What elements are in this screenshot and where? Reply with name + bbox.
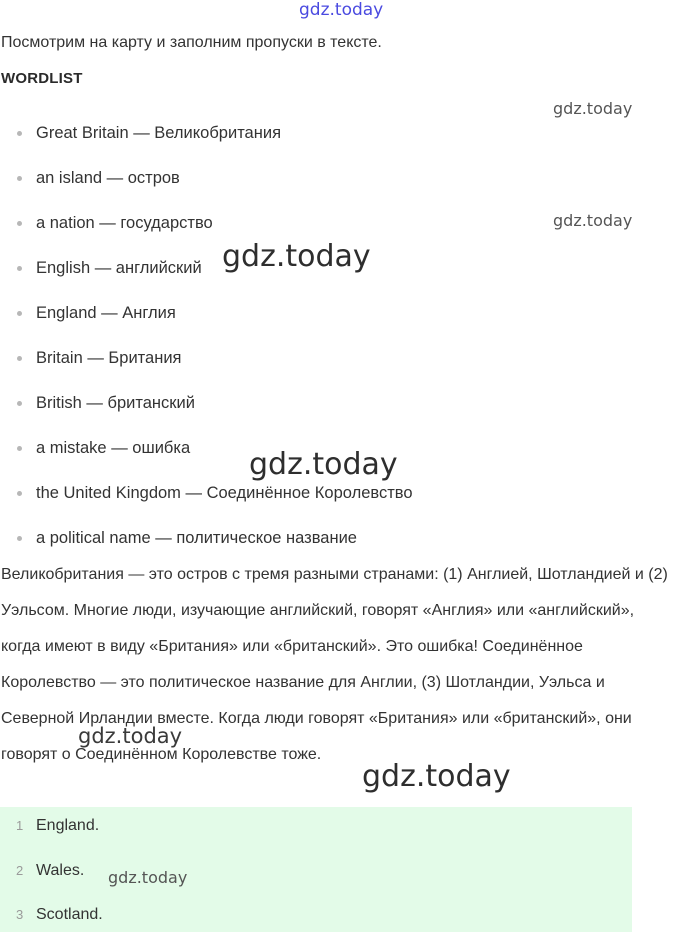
- bullet-icon: [17, 221, 22, 226]
- bullet-icon: [17, 131, 22, 136]
- bullet-icon: [17, 401, 22, 406]
- bullet-icon: [17, 446, 22, 451]
- watermark: gdz.today: [108, 868, 188, 887]
- watermark: gdz.today: [78, 724, 183, 748]
- list-item: [0, 335, 413, 380]
- answer-text: England.: [36, 817, 100, 834]
- list-item: [0, 155, 413, 200]
- list-item-text: England — Англия: [36, 304, 176, 322]
- list-item-text: English — английский: [36, 259, 202, 277]
- watermark: gdz.today: [553, 211, 633, 230]
- list-item-text: Britain — Британия: [36, 349, 182, 367]
- list-item: [0, 110, 413, 155]
- list-item-text: a political name — политическое название: [36, 529, 357, 547]
- list-item-text: a mistake — ошибка: [36, 439, 191, 457]
- wordlist: [0, 110, 413, 560]
- wordlist-heading: WORDLIST: [1, 70, 83, 87]
- answers-block: [0, 807, 632, 932]
- answer-text: Scotland.: [36, 906, 103, 923]
- intro-text: Посмотрим на карту и заполним пропуски в тексте.: [1, 34, 382, 51]
- list-item: [0, 380, 413, 425]
- answer-number: 1: [16, 818, 24, 833]
- watermark: gdz.today: [222, 239, 371, 274]
- bullet-icon: [17, 266, 22, 271]
- bullet-icon: [17, 311, 22, 316]
- answer-number: 3: [16, 907, 24, 922]
- main-paragraph: Великобритания — это остров с тремя разными странами: (1) Англией, Шотландией и (2) Уэльсом. Многие люди, изучающие английский, говорят «Англия» или «английский», когда имеют в виду «Британия» или «британский». Это ошибка! Соединённое Королевство — это политическое название для Англии, (3) Шотландии, Уэльса и Северной Ирландии вместе. Когда люди говорят «Британия» или «британский», они говорят о Соединённом Королевстве тоже.: [1, 566, 668, 763]
- watermark: gdz.today: [249, 447, 398, 482]
- answer-number: 2: [16, 863, 24, 878]
- bullet-icon: [17, 491, 22, 496]
- watermark: gdz.today: [553, 99, 633, 118]
- list-item: [0, 290, 413, 335]
- list-item-text: an island — остров: [36, 169, 180, 187]
- bullet-icon: [17, 176, 22, 181]
- answer-text: Wales.: [36, 862, 85, 879]
- watermark-top: gdz.today: [299, 0, 384, 20]
- list-item-text: British — британский: [36, 394, 195, 412]
- list-item-text: a nation — государство: [36, 214, 213, 232]
- bullet-icon: [17, 356, 22, 361]
- watermark: gdz.today: [362, 759, 511, 794]
- bullet-icon: [17, 536, 22, 541]
- list-item: [0, 515, 413, 560]
- list-item-text: Great Britain — Великобритания: [36, 124, 282, 142]
- list-item-text: the United Kingdom — Соединённое Королевство: [36, 484, 413, 502]
